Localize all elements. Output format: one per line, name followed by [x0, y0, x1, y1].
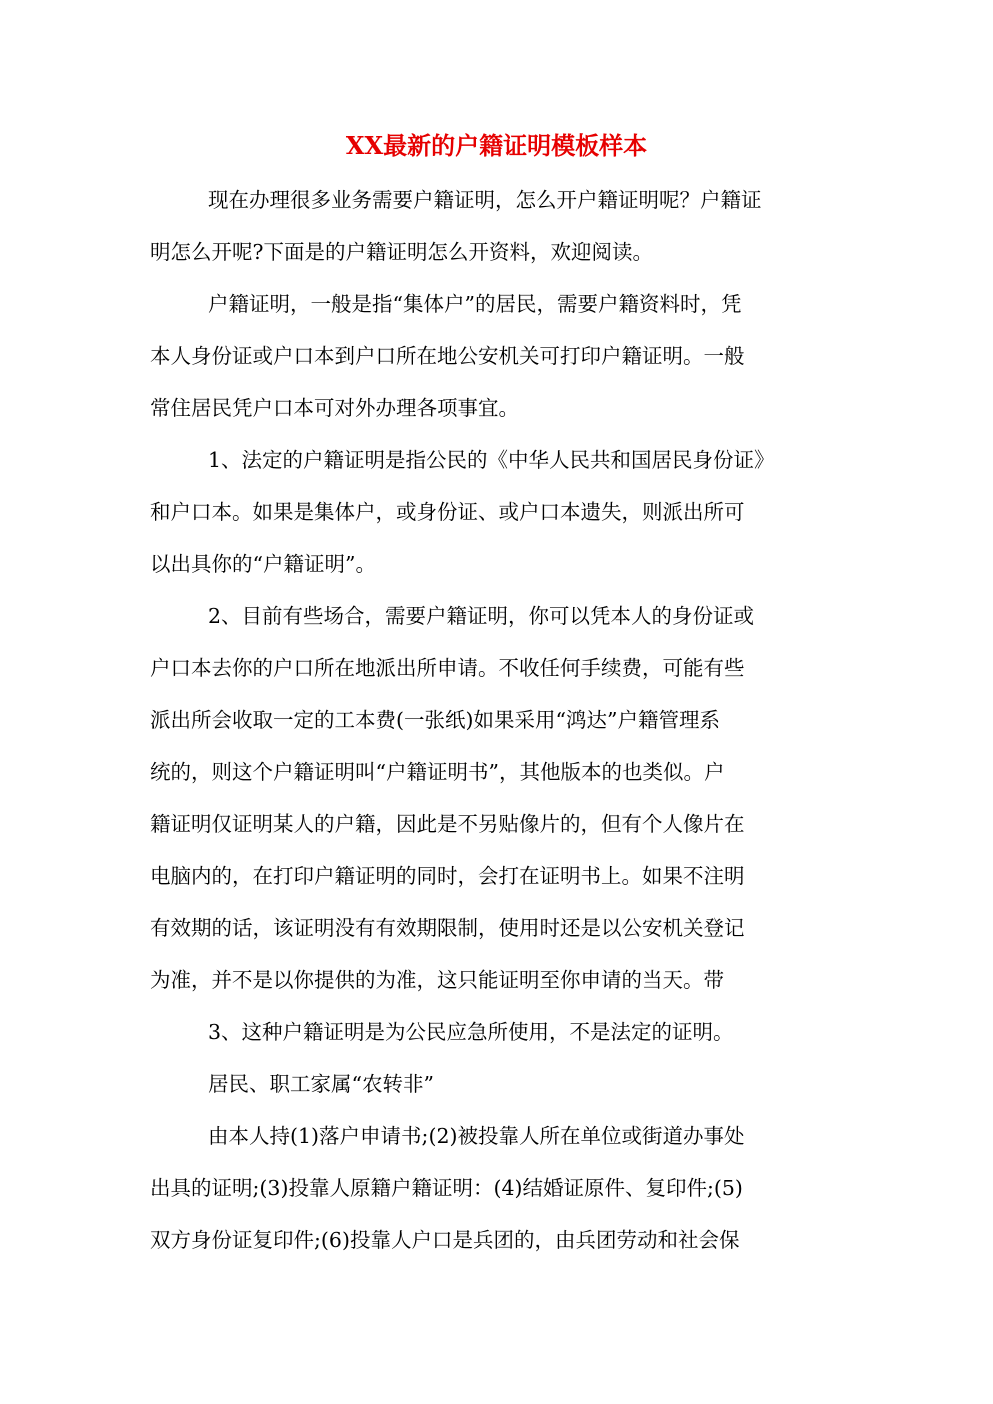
paragraph-intro [150, 174, 840, 278]
paragraph-item-3 [150, 1006, 840, 1058]
text-line: 籍证明仅证明某人的户籍，因此是不另贴像片的，但有个人像片在 [150, 812, 745, 836]
text-line: 统的，则这个户籍证明叫“户籍证明书”，其他版本的也类似。户 [150, 760, 725, 784]
paragraph-definition [150, 278, 840, 434]
text-line: 3、这种户籍证明是为公民应急所使用，不是法定的证明。 [208, 1020, 734, 1044]
text-line: 现在办理很多业务需要户籍证明，怎么开户籍证明呢？户籍证 [208, 188, 762, 212]
paragraph-item-2 [150, 590, 840, 1006]
paragraph-requirements [150, 1110, 840, 1266]
text-line: 本人身份证或户口本到户口所在地公安机关可打印户籍证明。一般 [150, 344, 745, 368]
paragraph-item-1 [150, 434, 840, 590]
text-line: 电脑内的，在打印户籍证明的同时，会打在证明书上。如果不注明 [150, 864, 745, 888]
text-line: 为准，并不是以你提供的为准，这只能证明至你申请的当天。带 [150, 968, 724, 992]
document-title: XX最新的户籍证明模板样本 [345, 131, 648, 160]
text-line: 明怎么开呢?下面是的户籍证明怎么开资料，欢迎阅读。 [150, 240, 653, 264]
text-line: 有效期的话，该证明没有有效期限制，使用时还是以公安机关登记 [150, 916, 745, 940]
paragraph-subheading [150, 1058, 840, 1110]
text-line: 以出具你的“户籍证明”。 [150, 552, 376, 576]
text-line: 户口本去你的户口所在地派出所申请。不收任何手续费，可能有些 [150, 656, 745, 680]
text-line: 和户口本。如果是集体户，或身份证、或户口本遗失，则派出所可 [150, 500, 745, 524]
text-line: 常住居民凭户口本可对外办理各项事宜。 [150, 396, 519, 420]
text-line: 2、目前有些场合，需要户籍证明，你可以凭本人的身份证或 [208, 604, 755, 628]
text-line: 由本人持(1)落户申请书;(2)被投靠人所在单位或街道办事处 [208, 1124, 745, 1148]
text-line: 双方身份证复印件;(6)投靠人户口是兵团的，由兵团劳动和社会保 [150, 1228, 740, 1252]
text-line: 1、法定的户籍证明是指公民的《中华人民共和国居民身份证》 [208, 448, 775, 472]
document-body [150, 174, 840, 1266]
text-line: 派出所会收取一定的工本费(一张纸)如果采用“鸿达”户籍管理系 [150, 708, 720, 732]
text-line: 出具的证明;(3)投靠人原籍户籍证明：(4)结婚证原件、复印件;(5) [150, 1176, 743, 1200]
text-line: 居民、职工家属“农转非” [208, 1072, 434, 1096]
text-line: 户籍证明，一般是指“集体户”的居民，需要户籍资料时，凭 [208, 292, 742, 316]
